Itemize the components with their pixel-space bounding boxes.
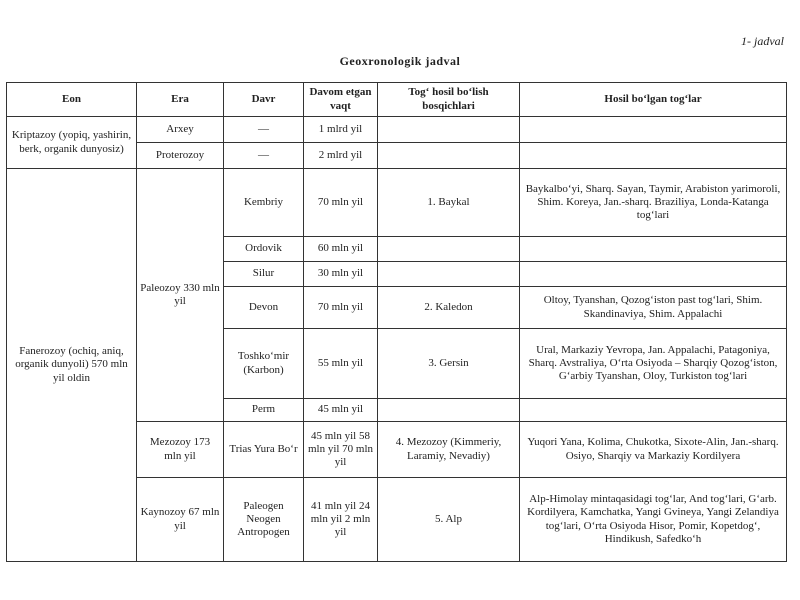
header-duration: Davom etgan vaqt xyxy=(304,83,378,117)
mountains-kembriy: Baykalbo‘yi, Sharq. Sayan, Taymir, Arabiston yarimoroli, Shim. Koreya, Jan.-sharq. Braziliya, Londa-Katanga tog‘lari xyxy=(520,169,787,237)
eon-kriptazoy: Kriptazoy (yopiq, yashirin, berk, organik dunyosiz) xyxy=(7,117,137,169)
mountains-kaynozoy: Alp-Himolay mintaqasidagi tog‘lar, And tog‘lari, G‘arb. Kordilyera, Kamchatka, Yangi Gvineya, Yangi Zelandiya tog‘lari, O‘rta Osiyoda Hisor, Pomir, Kopetdog‘, Hindikush, Safedko‘h xyxy=(520,478,787,562)
duration-kembriy: 70 mln yil xyxy=(304,169,378,237)
header-davr: Davr xyxy=(224,83,304,117)
stage-baykal: 1. Baykal xyxy=(378,169,520,237)
era-arxey: Arxey xyxy=(137,117,224,143)
davr-kembriy: Kembriy xyxy=(224,169,304,237)
mountains-ordovik xyxy=(520,237,787,262)
era-kaynozoy: Kaynozoy 67 mln yil xyxy=(137,478,224,562)
davr-toshkomir: Toshko‘mir (Karbon) xyxy=(224,329,304,399)
stage-ordovik xyxy=(378,237,520,262)
duration-perm: 45 mln yil xyxy=(304,399,378,422)
duration-proterozoy: 2 mlrd yil xyxy=(304,143,378,169)
davr-arxey: — xyxy=(224,117,304,143)
table-row-arxey xyxy=(7,117,787,143)
table-row-kembriy xyxy=(7,169,787,237)
mountains-toshkomir: Ural, Markaziy Yevropa, Jan. Appalachi, Patagoniya, Sharq. Avstraliya, O‘rta Osiyoda – Sharqiy Qozog‘iston, G‘arbiy Tyanshan, Oloy, Turkiston tog‘lari xyxy=(520,329,787,399)
stage-alp: 5. Alp xyxy=(378,478,520,562)
header-stages: Tog‘ hosil bo‘lish bosqichlari xyxy=(378,83,520,117)
davr-proterozoy: — xyxy=(224,143,304,169)
era-mezozoy: Mezozoy 173 mln yil xyxy=(137,422,224,478)
stage-kaledon: 2. Kaledon xyxy=(378,287,520,329)
davr-perm: Perm xyxy=(224,399,304,422)
stage-proterozoy xyxy=(378,143,520,169)
davr-ordovik: Ordovik xyxy=(224,237,304,262)
mountains-mezozoy: Yuqori Yana, Kolima, Chukotka, Sixote-Alin, Jan.-sharq. Osiyo, Sharqiy va Markaziy Kordilyera xyxy=(520,422,787,478)
duration-devon: 70 mln yil xyxy=(304,287,378,329)
stage-arxey xyxy=(378,117,520,143)
header-row xyxy=(7,83,787,117)
davr-devon: Devon xyxy=(224,287,304,329)
stage-mezozoy: 4. Mezozoy (Kimmeriy, Laramiy, Nevadiy) xyxy=(378,422,520,478)
davr-mezozoy: Trias Yura Bo‘r xyxy=(224,422,304,478)
eon-fanerozoy: Fanerozoy (ochiq, aniq, organik dunyoli) 570 mln yil oldin xyxy=(7,169,137,562)
duration-toshkomir: 55 mln yil xyxy=(304,329,378,399)
document-title: Geoxronologik jadval xyxy=(339,54,461,68)
duration-kaynozoy: 41 mln yil 24 mln yil 2 mln yil xyxy=(304,478,378,562)
mountains-devon: Oltoy, Tyanshan, Qozog‘iston past tog‘lari, Shim. Skandinaviya, Shim. Appalachi xyxy=(520,287,787,329)
era-paleozoy: Paleozoy 330 mln yil xyxy=(137,169,224,422)
header-eon: Eon xyxy=(7,83,137,117)
header-era: Era xyxy=(137,83,224,117)
header-mountains: Hosil bo‘lgan tog‘lar xyxy=(520,83,787,117)
stage-perm xyxy=(378,399,520,422)
duration-mezozoy: 45 mln yil 58 mln yil 70 mln yil xyxy=(304,422,378,478)
mountains-proterozoy xyxy=(520,143,787,169)
mountains-silur xyxy=(520,262,787,287)
stage-gersin: 3. Gersin xyxy=(378,329,520,399)
duration-ordovik: 60 mln yil xyxy=(304,237,378,262)
mountains-perm xyxy=(520,399,787,422)
davr-kaynozoy: Paleogen Neogen Antropogen xyxy=(224,478,304,562)
duration-arxey: 1 mlrd yil xyxy=(304,117,378,143)
table-number: 1- jadval xyxy=(741,34,784,48)
davr-silur: Silur xyxy=(224,262,304,287)
mountains-arxey xyxy=(520,117,787,143)
duration-silur: 30 mln yil xyxy=(304,262,378,287)
geochronological-table xyxy=(6,82,787,562)
stage-silur xyxy=(378,262,520,287)
era-proterozoy: Proterozoy xyxy=(137,143,224,169)
